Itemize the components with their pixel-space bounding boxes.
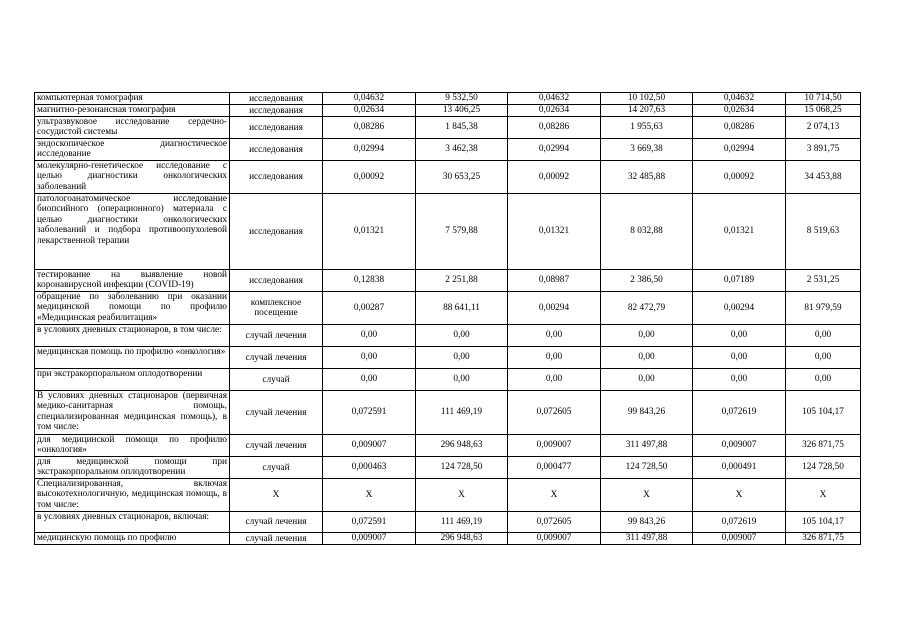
value-cell: 0,00: [323, 369, 416, 391]
value-cell: 0,072591: [323, 512, 416, 533]
row-unit-cell: случай лечения: [230, 435, 323, 457]
value-cell: 0,00: [416, 325, 508, 347]
row-unit-cell: случай лечения: [230, 391, 323, 435]
row-unit-cell: X: [230, 479, 323, 512]
row-name-cell: в условиях дневных стационаров, включая:: [35, 512, 230, 533]
row-unit-cell: исследования: [230, 194, 323, 270]
value-cell: 296 948,63: [416, 435, 508, 457]
value-cell: 0,009007: [693, 435, 786, 457]
value-cell: 0,00294: [508, 292, 601, 325]
value-cell: 0,12838: [323, 270, 416, 292]
value-cell: 111 469,19: [416, 512, 508, 533]
value-cell: 105 104,17: [786, 512, 861, 533]
value-cell: 0,02994: [693, 139, 786, 161]
value-cell: 0,01321: [693, 194, 786, 270]
value-cell: 81 979,59: [786, 292, 861, 325]
value-cell: 124 728,50: [416, 457, 508, 479]
row-name-cell: медицинскую помощь по профилю: [35, 533, 230, 545]
value-cell: 0,04632: [508, 93, 601, 105]
table-row: [35, 369, 861, 391]
value-cell: 0,08286: [693, 117, 786, 139]
table-row: [35, 479, 861, 512]
table-row: [35, 533, 861, 545]
value-cell: 0,00: [323, 325, 416, 347]
value-cell: 0,02994: [508, 139, 601, 161]
row-name-cell: для медицинской помощи при экстракорпоральном оплодотворении: [35, 457, 230, 479]
value-cell: 0,00: [693, 325, 786, 347]
table-row: [35, 117, 861, 139]
value-cell: 99 843,26: [601, 512, 693, 533]
document-page: [34, 92, 861, 545]
value-cell: 0,04632: [323, 93, 416, 105]
table-row: [35, 270, 861, 292]
value-cell: 9 532,50: [416, 93, 508, 105]
value-cell: 13 406,25: [416, 105, 508, 117]
value-cell: 0,000477: [508, 457, 601, 479]
table-row: [35, 325, 861, 347]
row-unit-cell: комплексное посещение: [230, 292, 323, 325]
value-cell: 10 102,50: [601, 93, 693, 105]
row-name-cell: при экстракорпоральном оплодотворении: [35, 369, 230, 391]
value-cell: 0,009007: [693, 533, 786, 545]
table-row: [35, 161, 861, 194]
row-unit-cell: случай: [230, 369, 323, 391]
value-cell: 326 871,75: [786, 435, 861, 457]
value-cell: 0,009007: [323, 435, 416, 457]
value-cell: 0,00: [508, 369, 601, 391]
value-cell: 0,01321: [508, 194, 601, 270]
value-cell: 2 074,13: [786, 117, 861, 139]
value-cell: 311 497,88: [601, 533, 693, 545]
row-unit-cell: исследования: [230, 93, 323, 105]
value-cell: 0,009007: [323, 533, 416, 545]
value-cell: 0,00: [416, 369, 508, 391]
value-cell: 2 386,50: [601, 270, 693, 292]
value-cell: 0,00287: [323, 292, 416, 325]
row-name-cell: молекулярно-генетическое исследование с целью диагностики онкологических заболеваний: [35, 161, 230, 194]
value-cell: X: [601, 479, 693, 512]
value-cell: 99 843,26: [601, 391, 693, 435]
value-cell: 296 948,63: [416, 533, 508, 545]
row-unit-cell: случай лечения: [230, 325, 323, 347]
value-cell: 0,072619: [693, 512, 786, 533]
value-cell: 0,00092: [323, 161, 416, 194]
row-name-cell: эндоскопическое диагностическое исследование: [35, 139, 230, 161]
row-unit-cell: случай лечения: [230, 347, 323, 369]
row-name-cell: В условиях дневных стационаров (первичная медико-санитарная помощь, специализированная медицинская помощь), в том числе:: [35, 391, 230, 435]
row-unit-cell: исследования: [230, 117, 323, 139]
value-cell: 0,02634: [323, 105, 416, 117]
value-cell: 0,00: [786, 325, 861, 347]
value-cell: 0,00: [508, 325, 601, 347]
value-cell: 124 728,50: [786, 457, 861, 479]
tariff-table: [34, 92, 861, 545]
value-cell: 30 653,25: [416, 161, 508, 194]
value-cell: 326 871,75: [786, 533, 861, 545]
value-cell: 0,00: [601, 369, 693, 391]
value-cell: 124 728,50: [601, 457, 693, 479]
row-unit-cell: исследования: [230, 270, 323, 292]
row-name-cell: Специализированная, включая высокотехнологичную, медицинская помощь, в том числе:: [35, 479, 230, 512]
value-cell: X: [508, 479, 601, 512]
table-row: [35, 93, 861, 105]
value-cell: 311 497,88: [601, 435, 693, 457]
table-row: [35, 435, 861, 457]
value-cell: 32 485,88: [601, 161, 693, 194]
row-unit-cell: случай лечения: [230, 533, 323, 545]
table-row: [35, 457, 861, 479]
value-cell: 88 641,11: [416, 292, 508, 325]
value-cell: 0,00: [786, 347, 861, 369]
value-cell: 0,00: [601, 347, 693, 369]
value-cell: 34 453,88: [786, 161, 861, 194]
value-cell: 0,072619: [693, 391, 786, 435]
row-unit-cell: исследования: [230, 105, 323, 117]
row-name-cell: медицинская помощь по профилю «онкология»: [35, 347, 230, 369]
value-cell: 8 519,63: [786, 194, 861, 270]
table-row: [35, 139, 861, 161]
value-cell: 0,00: [693, 369, 786, 391]
row-unit-cell: случай лечения: [230, 512, 323, 533]
value-cell: X: [416, 479, 508, 512]
value-cell: 0,00: [786, 369, 861, 391]
value-cell: 0,072605: [508, 391, 601, 435]
value-cell: 0,009007: [508, 435, 601, 457]
value-cell: 0,00092: [693, 161, 786, 194]
row-name-cell: обращение по заболеванию при оказании медицинской помощи по профилю «Медицинская реабилитация»: [35, 292, 230, 325]
row-name-cell: ультразвуковое исследование сердечно-сосудистой системы: [35, 117, 230, 139]
table-row: [35, 391, 861, 435]
row-name-cell: магнитно-резонансная томография: [35, 105, 230, 117]
value-cell: 0,00092: [508, 161, 601, 194]
value-cell: 2 251,88: [416, 270, 508, 292]
value-cell: 8 032,88: [601, 194, 693, 270]
value-cell: 0,072605: [508, 512, 601, 533]
value-cell: 3 462,38: [416, 139, 508, 161]
value-cell: 1 845,38: [416, 117, 508, 139]
value-cell: 10 714,50: [786, 93, 861, 105]
table-row: [35, 194, 861, 270]
value-cell: 0,02994: [323, 139, 416, 161]
value-cell: 0,000463: [323, 457, 416, 479]
value-cell: 0,009007: [508, 533, 601, 545]
value-cell: 0,000491: [693, 457, 786, 479]
row-unit-cell: исследования: [230, 161, 323, 194]
value-cell: 0,08286: [508, 117, 601, 139]
value-cell: 14 207,63: [601, 105, 693, 117]
value-cell: 0,00: [601, 325, 693, 347]
value-cell: X: [323, 479, 416, 512]
value-cell: 0,04632: [693, 93, 786, 105]
value-cell: 7 579,88: [416, 194, 508, 270]
value-cell: 0,02634: [508, 105, 601, 117]
value-cell: X: [693, 479, 786, 512]
row-name-cell: в условиях дневных стационаров, в том числе:: [35, 325, 230, 347]
value-cell: 0,072591: [323, 391, 416, 435]
value-cell: 111 469,19: [416, 391, 508, 435]
row-name-cell: для медицинской помощи по профилю «онкология»: [35, 435, 230, 457]
table-body: [35, 93, 861, 545]
value-cell: 0,00: [693, 347, 786, 369]
value-cell: 1 955,63: [601, 117, 693, 139]
value-cell: 0,02634: [693, 105, 786, 117]
value-cell: 0,08286: [323, 117, 416, 139]
value-cell: X: [786, 479, 861, 512]
table-row: [35, 105, 861, 117]
table-row: [35, 347, 861, 369]
table-row: [35, 512, 861, 533]
value-cell: 82 472,79: [601, 292, 693, 325]
value-cell: 0,00: [508, 347, 601, 369]
value-cell: 0,00: [323, 347, 416, 369]
row-name-cell: патологоанатомическое исследование биопсийного (операционного) материала с целью диагностики онкологических заболеваний и подбора противоопухолевой лекарственной терапии: [35, 194, 230, 270]
table-row: [35, 292, 861, 325]
value-cell: 15 068,25: [786, 105, 861, 117]
row-unit-cell: исследования: [230, 139, 323, 161]
value-cell: 0,08987: [508, 270, 601, 292]
value-cell: 0,00294: [693, 292, 786, 325]
row-name-cell: тестирование на выявление новой коронавирусной инфекции (COVID-19): [35, 270, 230, 292]
value-cell: 105 104,17: [786, 391, 861, 435]
value-cell: 0,07189: [693, 270, 786, 292]
value-cell: 0,00: [416, 347, 508, 369]
value-cell: 2 531,25: [786, 270, 861, 292]
row-unit-cell: случай: [230, 457, 323, 479]
value-cell: 3 891,75: [786, 139, 861, 161]
row-name-cell: компьютерная томография: [35, 93, 230, 105]
value-cell: 0,01321: [323, 194, 416, 270]
value-cell: 3 669,38: [601, 139, 693, 161]
